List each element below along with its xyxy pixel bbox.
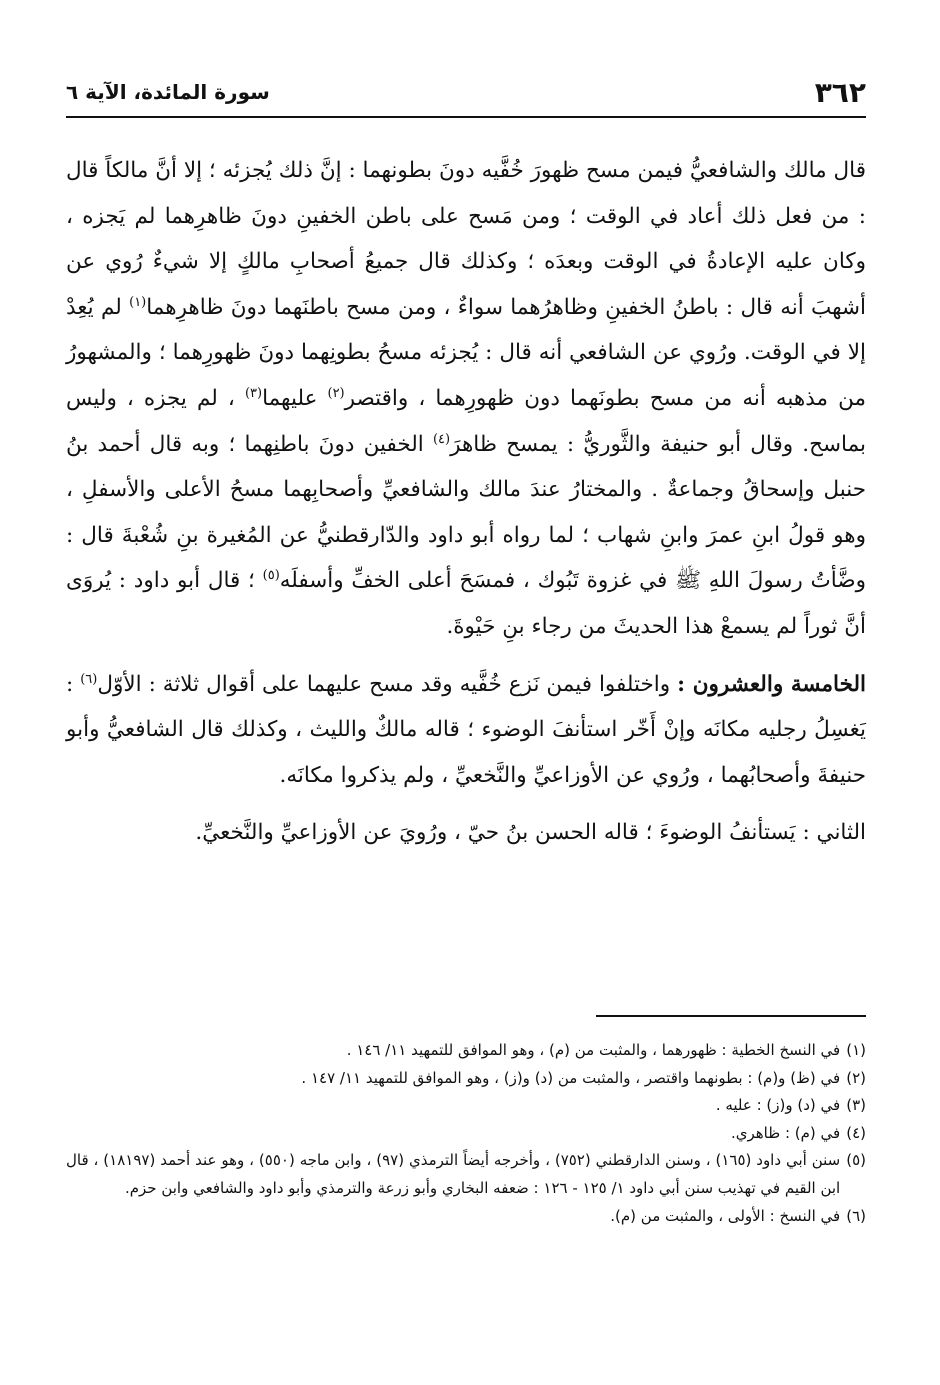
footnote-text: في (م) : ظاهري.: [730, 1123, 841, 1142]
footnote-reference: (٤): [432, 431, 451, 447]
footnote-number: (٢): [846, 1068, 866, 1087]
paragraph: [66, 148, 866, 650]
text-run: لم يُعِدْ إلا في الوقت. ورُوي عن الشافعي أنه قال : يُجزئه مسحُ بطونِهما دونَ ظهورِهما ؛ والمشهورُ من مذهبه أنه من مسح بطونَهما دون ظهورِهما ، واقتصر: [66, 294, 867, 411]
footnote-text: في النسخ الخطية : ظهورهما ، والمثبت من (م) ، وهو الموافق للتمهيد ١١/ ١٤٦ .: [346, 1041, 841, 1059]
footnote: [66, 1203, 866, 1231]
footnote: [66, 1037, 866, 1065]
footnote-reference: (٢): [327, 385, 345, 401]
footnote-number: (٣): [846, 1096, 866, 1115]
paragraph: [66, 662, 866, 799]
footnote: [66, 1092, 866, 1120]
footnote-text: في (د) و(ز) : عليه .: [715, 1096, 841, 1115]
page-number: ٣٦٢: [814, 75, 866, 109]
footnote-reference: (١): [129, 294, 147, 310]
page-header: [66, 74, 866, 110]
footnote-number: (١): [846, 1041, 866, 1059]
footnote-text: في (ظ) و(م) : بطونهما واقتصر ، والمثبت من (د) و(ز) ، وهو الموافق للتمهيد ١١/ ١٤٧ .: [301, 1068, 841, 1087]
text-run: ، لم يجزه ، وليس بماسح. وقال أبو حنيفة والثَّوريُّ : يمسح ظاهرَ: [66, 385, 866, 457]
text-run: واختلفوا فيمن نَزع خُفَّيه وقد مسح عليهما على أقوال ثلاثة : الأوّل: [97, 671, 678, 697]
text-run: قال مالك والشافعيُّ فيمن مسح ظهورَ خُفَّيه دونَ بطونهما : إنَّ ذلك يُجزئه ؛ إلا أنَّ مالكاً قال : من فعل ذلك أعاد في الوقت ؛ ومن مَسح على باطن الخفينِ دونَ ظاهرِهما لم يَجزه ، وكان عليه الإعادةُ في الوقت وبعدَه ؛ وكذلك قال جميعُ أصحابِ مالكٍ إلا شيءٌ رُوي عن أشهبَ أنه قال : باطنُ الخفينِ وظاهرُهما سواءٌ ، ومن مسح باطنَهما دونَ ظاهرِهما: [66, 158, 866, 320]
text-run: الخفين دونَ باطنِهما ؛ وبه قال أحمد بنُ حنبل وإسحاقُ وجماعةٌ . والمختارُ عندَ مالك والشافعيِّ وأصحابِهما مسحُ الأعلى والأسفلِ ، وهو قولُ ابنِ عمرَ وابنِ شهاب ؛ لما رواه أبو داود والدّارقطنيُّ عن المُغيرة بنِ شُعْبةَ قال : وضَّأتُ رسولَ اللهِ ﷺ في غزوة تَبُوك ، فمسَحَ أعلى الخفِّ وأسفلَه: [66, 431, 866, 594]
text-run: ؛ قال أبو داود : يُروَى أنَّ ثوراً لم يسمعْ هذا الحديثَ من رجاء بنِ حَيْوةَ.: [66, 568, 866, 639]
footnote-text: في النسخ : الأولى ، والمثبت من (م).: [610, 1206, 841, 1225]
running-title: سورة المائدة، الآية ٦: [66, 80, 270, 104]
header-rule: [66, 116, 866, 118]
footnote-rule: [596, 1015, 866, 1017]
section-heading: الخامسة والعشرون :: [677, 671, 867, 697]
footnote-number: (٦): [846, 1206, 866, 1225]
text-run: : يَغسِلُ رجليه مكانَه وإنْ أَخّر استأنفَ الوضوء ؛ قاله مالكٌ والليث ، وكذلك قال الشافعيُّ وأبو حنيفةَ وأصحابُهما ، ورُوي عن الأوزاعيِّ والنَّخعيِّ ، ولم يذكروا مكانَه.: [66, 671, 866, 788]
footnote: [66, 1065, 866, 1093]
footnote: [66, 1147, 866, 1202]
footnote: [66, 1120, 866, 1148]
paragraph: [66, 810, 866, 856]
footnotes: [66, 1037, 866, 1230]
footnote-reference: (٣): [244, 385, 263, 401]
main-text: [66, 148, 866, 856]
text-run: الثاني : يَستأنفُ الوضوءَ ؛ قاله الحسن بنُ حيّ ، ورُويَ عن الأوزاعيِّ والنَّخعيِّ.: [195, 820, 866, 846]
footnote-number: (٥): [846, 1151, 866, 1170]
footnote-text: سنن أبي داود (١٦٥) ، وسنن الدارقطني (٧٥٢) ، وأخرجه أيضاً الترمذي (٩٧) ، وابن ماجه (٥٥٠) ، وهو عند أحمد (١٨١٩٧) ، قال ابن القيم في تهذيب سنن أبي داود ١/ ١٢٥ - ١٢٦ : ضعفه البخاري وأبو زرعة والترمذي وأبو داود والشافعي وابن حزم.: [66, 1151, 841, 1197]
footnote-number: (٤): [846, 1123, 866, 1142]
footnote-reference: (٥): [262, 568, 280, 584]
text-run: عليهما: [262, 385, 328, 411]
footnote-reference: (٦): [80, 671, 98, 687]
